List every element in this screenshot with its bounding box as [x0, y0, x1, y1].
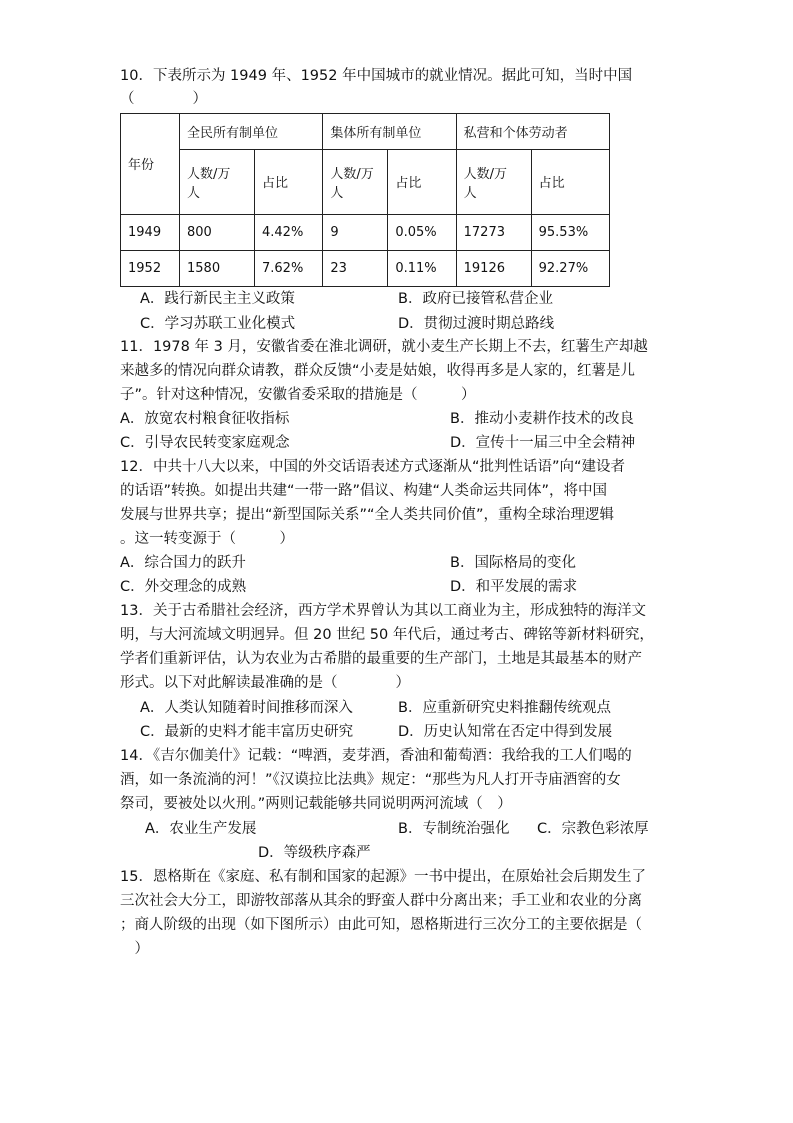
q11-stem-line: 11．1978 年 3 月，安徽省委在淮北调研，就小麦生产长期上不去，红薯生产却越 — [120, 339, 648, 355]
table-header-group-1: 全民所有制单位 — [180, 114, 323, 150]
q10-option-a[interactable]: A．践行新民主主义政策 — [140, 291, 295, 307]
table-cell: 0.05% — [388, 214, 456, 250]
q13-option-c[interactable]: C．最新的史料才能丰富历史研究 — [140, 724, 354, 740]
table-cell: 800 — [180, 214, 255, 250]
q10-option-d[interactable]: D．贯彻过渡时期总路线 — [398, 316, 555, 332]
q10-answer-blank: （ ） — [120, 91, 207, 107]
q15-stem-line: ；商人阶级的出现（如下图所示）由此可知，恩格斯进行三次分工的主要依据是（ — [120, 917, 642, 933]
q14-stem-line: 酒，如一条流淌的河！”《汉谟拉比法典》规定：“那些为凡人打开寺庙酒窖的女 — [120, 772, 621, 788]
table-subheader-ratio: 占比 — [255, 150, 323, 214]
table-cell: 4.42% — [255, 214, 323, 250]
q15-stem-line: 15．恩格斯在《家庭、私有制和国家的起源》一书中提出，在原始社会后期发生了 — [120, 869, 646, 885]
q14-option-c[interactable]: C．宗教色彩浓厚 — [537, 821, 649, 837]
q10-option-b[interactable]: B．政府已接管私营企业 — [398, 291, 553, 307]
q12-stem-line: 的话语”转换。如提出共建“一带一路”倡议、构建“人类命运共同体”，将中国 — [120, 483, 608, 499]
q11-option-a[interactable]: A．放宽农村粮食征收指标 — [120, 411, 290, 427]
table-cell: 19126 — [456, 250, 531, 286]
q12-option-d[interactable]: D．和平发展的需求 — [450, 579, 578, 595]
table-subheader-count: 人数/万 人 — [180, 150, 255, 214]
q14-option-d[interactable]: D．等级秩序森严 — [258, 845, 371, 861]
table-cell: 0.11% — [388, 250, 456, 286]
q13-stem-line: 形式。以下对此解读最准确的是（ ） — [120, 675, 410, 691]
q14-stem-line: 祭司，要被处以火刑。”两则记载能够共同说明两河流域（ ） — [120, 796, 512, 812]
q12-option-b[interactable]: B．国际格局的变化 — [450, 555, 576, 571]
table-subheader-count: 人数/万 人 — [456, 150, 531, 214]
table-row — [121, 214, 610, 250]
q11-option-b[interactable]: B．推动小麦耕作技术的改良 — [450, 411, 634, 427]
q13-option-b[interactable]: B．应重新研究史料推翻传统观点 — [398, 700, 611, 716]
table-header-group-2: 集体所有制单位 — [323, 114, 456, 150]
table-cell: 17273 — [456, 214, 531, 250]
q15-stem-line: 三次社会大分工，即游牧部落从其余的野蛮人群中分离出来；手工业和农业的分离 — [120, 893, 642, 909]
q15-stem-line: ） — [120, 941, 149, 957]
q11-option-d[interactable]: D．宣传十一届三中全会精神 — [450, 435, 636, 451]
table-subheader-count: 人数/万 人 — [323, 150, 388, 214]
q14-option-b[interactable]: B．专制统治强化 — [398, 821, 510, 837]
q11-stem-line: 子”。针对这种情况，安徽省委采取的措施是（ ） — [120, 387, 476, 403]
table-header-year: 年份 — [121, 114, 180, 215]
table-cell: 9 — [323, 214, 388, 250]
q13-stem-line: 学者们重新评估，认为农业为古希腊的最重要的生产部门，土地是其最基本的财产 — [120, 651, 642, 667]
q12-option-a[interactable]: A．综合国力的跃升 — [120, 555, 246, 571]
q14-option-a[interactable]: A．农业生产发展 — [145, 821, 257, 837]
q11-option-c[interactable]: C．引导农民转变家庭观念 — [120, 435, 290, 451]
table-row — [121, 250, 610, 286]
q13-stem-line: 13．关于古希腊社会经济，西方学术界曾认为其以工商业为主，形成独特的海洋文 — [120, 603, 646, 619]
q13-option-d[interactable]: D．历史认知常在否定中得到发展 — [398, 724, 613, 740]
employment-table — [120, 113, 610, 287]
q12-stem-line: 。这一转变源于（ ） — [120, 531, 294, 547]
q11-stem-line: 来越多的情况向群众请教，群众反馈“小麦是姑娘，收得再多是人家的，红薯是儿 — [120, 363, 636, 379]
q12-option-c[interactable]: C．外交理念的成熟 — [120, 579, 247, 595]
q12-stem-line: 发展与世界共享；提出“新型国际关系”“全人类共同价值”，重构全球治理逻辑 — [120, 507, 615, 523]
table-cell: 7.62% — [255, 250, 323, 286]
q10-stem-line-1: 10．下表所示为 1949 年、1952 年中国城市的就业情况。据此可知，当时中国 — [120, 68, 633, 84]
q10-option-c[interactable]: C．学习苏联工业化模式 — [140, 316, 296, 332]
table-subheader-ratio: 占比 — [388, 150, 456, 214]
table-cell: 92.27% — [531, 250, 609, 286]
q13-option-a[interactable]: A．人类认知随着时间推移而深入 — [140, 700, 353, 716]
table-cell: 95.53% — [531, 214, 609, 250]
table-cell-year: 1949 — [121, 214, 180, 250]
q13-stem-line: 明，与大河流域文明迥异。但 20 世纪 50 年代后，通过考古、碑铭等新材料研究， — [120, 627, 654, 643]
table-subheader-ratio: 占比 — [531, 150, 609, 214]
table-cell: 23 — [323, 250, 388, 286]
table-header-group-3: 私营和个体劳动者 — [456, 114, 609, 150]
q12-stem-line: 12．中共十八大以来，中国的外交话语表述方式逐渐从“批判性话语”向“建设者 — [120, 459, 625, 475]
q14-stem-line: 14．《吉尔伽美什》记载：“啤酒，麦芽酒，香油和葡萄酒：我给我的工人们喝的 — [120, 748, 632, 764]
table-cell-year: 1952 — [121, 250, 180, 286]
table-cell: 1580 — [180, 250, 255, 286]
